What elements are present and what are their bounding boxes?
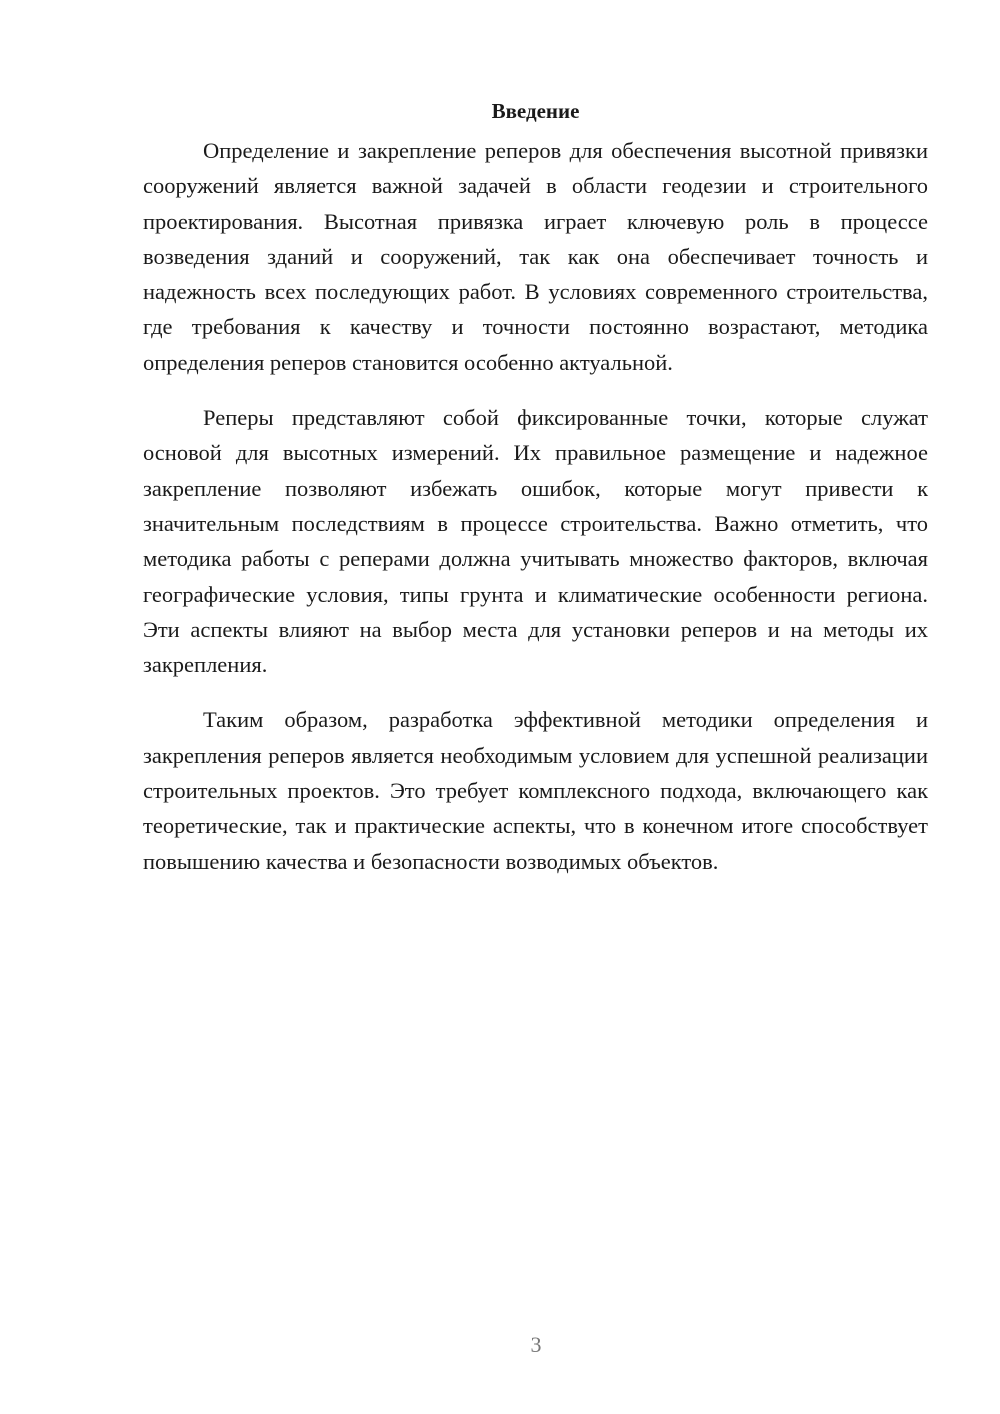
paragraph-2: Реперы представляют собой фиксированные точки, которые служат основой для высотных измерений. Их правильное размещение и надежное закрепление позволяют избежать ошибок, которые могут привести к значительным последствиям в процессе строительства. Важно отметить, что методика работы с реперами должна учитывать множество факторов, включая географические условия, типы грунта и климатические особенности региона. Эти аспекты влияют на выбор места для установки реперов и на методы их закрепления. bbox=[143, 405, 928, 678]
paragraph-3: Таким образом, разработка эффективной методики определения и закрепления реперов является необходимым условием для успешной реализации строительных проектов. Это требует комплексного подхода, включающего как теоретические, так и практические аспекты, что в конечном итоге способствует повышению качества и безопасности возводимых объектов. bbox=[143, 707, 928, 874]
section-heading: Введение bbox=[491, 99, 580, 123]
page-content bbox=[143, 96, 928, 899]
paragraph-1: Определение и закрепление реперов для обеспечения высотной привязки сооружений является важной задачей в области геодезии и строительного проектирования. Высотная привязка играет ключевую роль в процессе возведения зданий и сооружений, так как она обеспечивает точность и надежность всех последующих работ. В условиях современного строительства, где требования к качеству и точности постоянно возрастают, методика определения реперов становится особенно актуальной. bbox=[143, 138, 928, 375]
page-number: 3 bbox=[530, 1332, 542, 1357]
